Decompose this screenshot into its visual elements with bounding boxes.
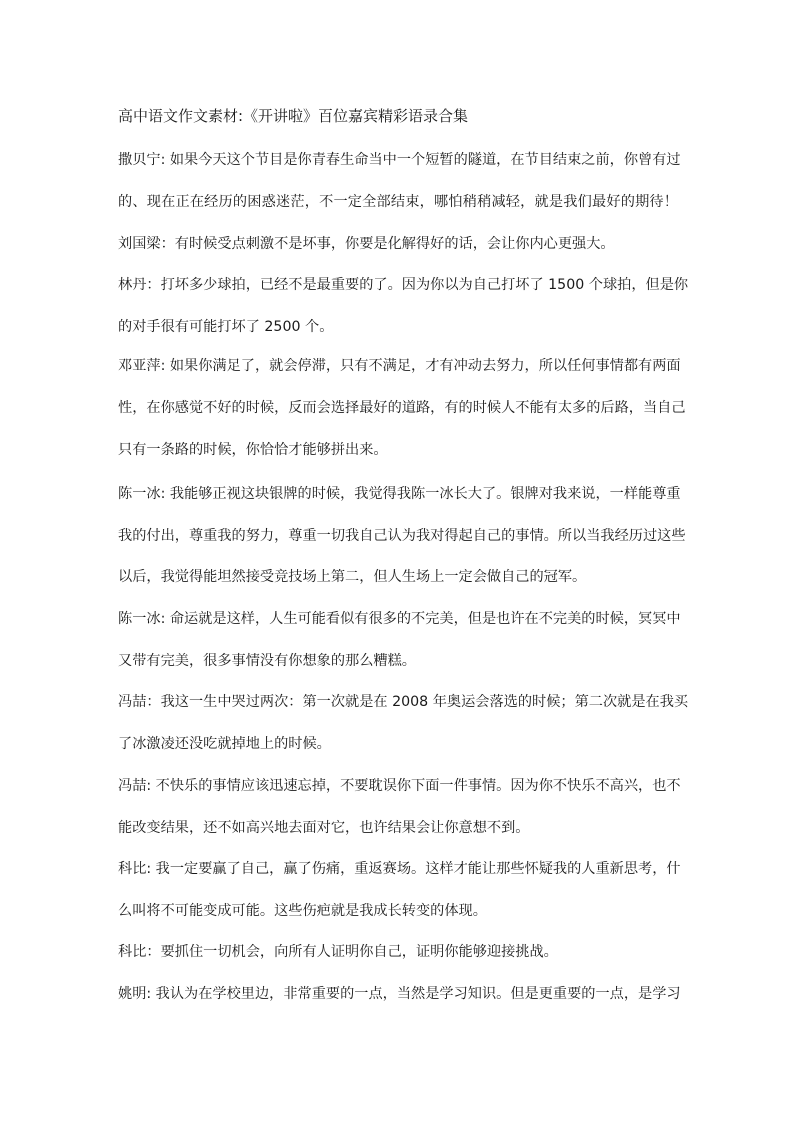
text-line: 姚明: 我认为在学校里边，非常重要的一点，当然是学习知识。但是更重要的一点，是学习 [118, 986, 681, 1002]
text-line: 以后，我觉得能坦然接受竞技场上第二，但人生场上一定会做自己的冠军。 [118, 569, 587, 585]
text-line: 的对手很有可能打坏了 2500 个。 [118, 319, 334, 335]
text-line: 又带有完美，很多事情没有你想象的那么糟糕。 [118, 653, 416, 669]
text-line: 科比：要抓住一切机会，向所有人证明你自己，证明你能够迎接挑战。 [118, 944, 558, 960]
text-line: 能改变结果，还不如高兴地去面对它，也许结果会让你意想不到。 [118, 820, 530, 836]
text-line: 刘国梁：有时候受点刺激不是坏事，你要是化解得好的话，会让你内心更强大。 [118, 236, 615, 252]
text-line: 了冰激凌还没吃就掉地上的时候。 [118, 736, 331, 752]
text-line: 陈一冰: 命运就是这样，人生可能看似有很多的不完美，但是也许在不完美的时候，冥冥中 [118, 611, 681, 627]
document-title: 高中语文作文素材:《开讲啦》百位嘉宾精彩语录合集 [118, 107, 469, 125]
text-line: 么叫将不可能变成可能。这些伤疤就是我成长转变的体现。 [118, 903, 487, 919]
text-line: 撒贝宁: 如果今天这个节目是你青春生命当中一个短暂的隧道，在节目结束之前，你曾有过 [118, 152, 681, 168]
text-line: 的、现在正在经历的困惑迷茫，不一定全部结束，哪怕稍稍减轻，就是我们最好的期待！ [118, 194, 678, 210]
text-line: 冯喆：我这一生中哭过两次：第一次就是在 2008 年奥运会落选的时候；第二次就是在我买 [118, 694, 689, 710]
text-line: 只有一条路的时候，你恰恰才能够拼出来。 [118, 442, 388, 458]
text-line: 科比: 我一定要赢了自己，赢了伤痛，重返赛场。这样才能让那些怀疑我的人重新思考，什 [118, 861, 681, 877]
text-line: 我的付出，尊重我的努力，尊重一切我自己认为我对得起自己的事情。所以当我经历过这些 [118, 528, 686, 544]
text-line: 林丹：打坏多少球拍，已经不是最重要的了。因为你以为自己打坏了 1500 个球拍，但是你 [118, 277, 689, 293]
text-line: 性，在你感觉不好的时候，反而会选择最好的道路，有的时候人不能有太多的后路，当自己 [118, 400, 686, 416]
text-line: 冯喆: 不快乐的事情应该迅速忘掉，不要耽误你下面一件事情。因为你不快乐不高兴，也不 [118, 778, 681, 794]
text-line: 邓亚萍: 如果你满足了，就会停滞，只有不满足，才有冲动去努力，所以任何事情都有两面 [118, 358, 681, 374]
text-line: 陈一冰: 我能够正视这块银牌的时候，我觉得我陈一冰长大了。银牌对我来说，一样能尊重 [118, 486, 681, 502]
